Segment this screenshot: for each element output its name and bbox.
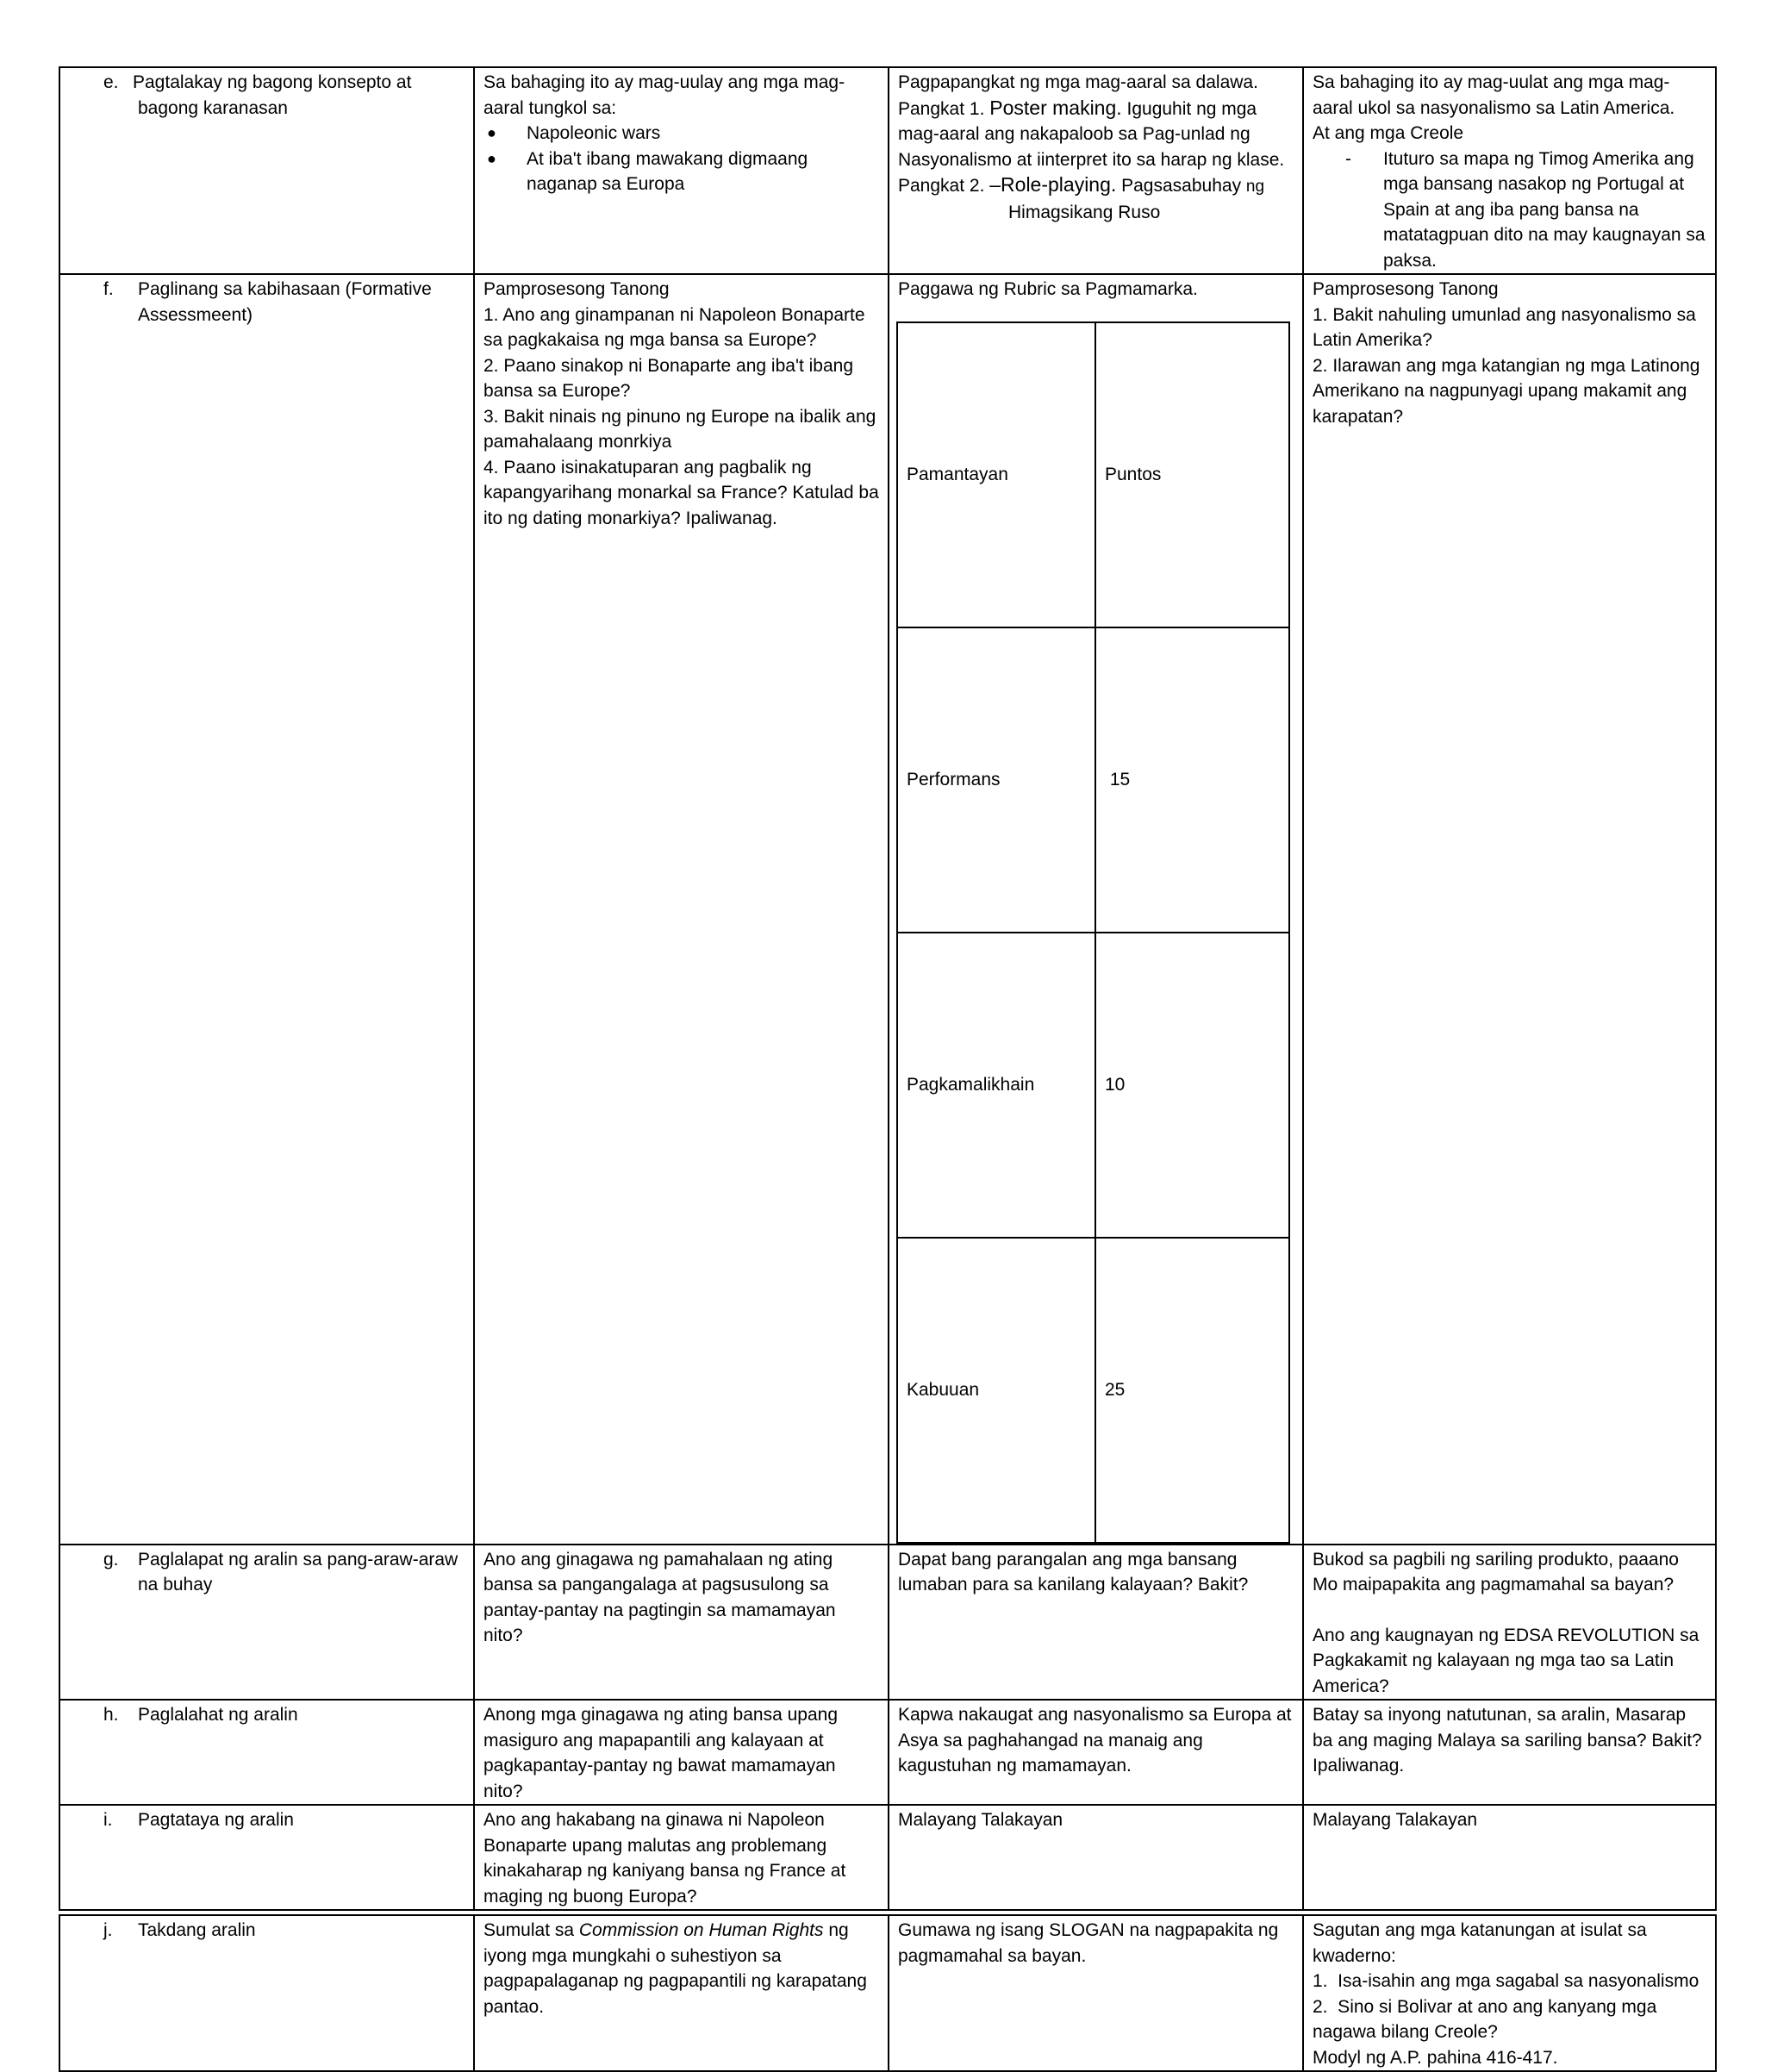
table-row-j: [59, 1915, 1716, 2071]
row-f-col2-q4: 4. Paano isinakatuparan ang pagbalik ng kapangyarihang monarkal sa France? Katulad ba ito ng dating monarkiya? Ipaliwanag.: [483, 457, 879, 528]
row-f-col4-q2: 2. Ilarawan ang mga katangian ng mga Latinong Amerikano na nagpunyagi upang makamit ang karapatan?: [1313, 355, 1700, 427]
list-item: [483, 121, 879, 147]
row-e-label-line2: bagong karanasan: [138, 97, 288, 118]
row-j-letter: j.: [103, 1920, 113, 1940]
row-e-col3-group2-line2: Himagsikang Ruso: [1008, 202, 1161, 222]
row-e-col4-intro: Sa bahaging ito ay mag-uulat ang mga mag-aaral ukol sa nasyonalismo sa Latin America.: [1313, 72, 1675, 118]
row-f-col4-heading: Pamprosesong Tanong: [1313, 279, 1499, 299]
row-h-col3-cell: Kapwa nakaugat ang nasyonalismo sa Europa at Asya sa paghahangad na manaig ang kagustuhan ng mamamayan.: [889, 1700, 1303, 1805]
row-f-letter: f.: [103, 279, 114, 299]
row-e-col2-bullets: [483, 121, 879, 197]
row-j-col2-em: Commission on Human Rights: [578, 1920, 824, 1940]
row-e-col3-group2: [898, 172, 1294, 200]
rubric-points: 25: [1095, 1238, 1289, 1543]
row-h-label: Paglalahat ng aralin: [138, 1705, 298, 1725]
row-e-col3-group1: [898, 96, 1294, 173]
row-j-col2-post: ng iyong mga mungkahi o suhestiyon sa pagpapalaganap ng pagpapantili ng karapatang pantao.: [483, 1920, 867, 2017]
rubric-table: [896, 321, 1290, 1544]
row-e-col3-intro: Pagpapangkat ng mga mag-aaral sa dalawa.: [898, 72, 1258, 92]
row-f-label: Paglinang sa kabihasaan (Formative Assessmeent): [138, 279, 432, 325]
list-item: [1313, 147, 1706, 274]
row-e-col3-cell: [889, 67, 1303, 274]
row-g-label: Paglalapat ng aralin sa pang-araw-araw na buhay: [138, 1549, 458, 1595]
row-g-col4-cell: [1303, 1545, 1716, 1701]
row-f-col2-heading: Pamprosesong Tanong: [483, 279, 670, 299]
group1-text: Iguguhit ng mga mag-aaral ang nakapaloob sa Pag-unlad ng Nasyonalismo at iinterpret ito sa harap ng klase.: [898, 98, 1285, 170]
row-i-col2-cell: Ano ang hakabang na ginawa ni Napoleon Bonaparte upang malutas ang problemang kinakaharap ng kaniyang bansa ng France at maging ng buong Europa?: [474, 1805, 889, 1910]
row-g-col2-cell: Ano ang ginagawa ng pamahalaan ng ating bansa sa pangangalaga at pagsusulong sa pantay-pantay na pagtingin sa mamamayan nito?: [474, 1545, 889, 1701]
row-e-col2-cell: [474, 67, 889, 274]
row-i-col3-cell: Malayang Talakayan: [889, 1805, 1303, 1910]
rubric-criteria: Pagkamalikhain: [897, 933, 1095, 1238]
row-f-col2-q3: 3. Bakit ninais ng pinuno ng Europe na ibalik ang pamahalaang monrkiya: [483, 406, 876, 452]
table-row-e: [59, 67, 1716, 274]
rubric-criteria: Performans: [897, 627, 1095, 933]
table-row: [897, 933, 1289, 1238]
row-g-letter: g.: [103, 1549, 119, 1570]
row-i-col4-cell: Malayang Talakayan: [1303, 1805, 1716, 1910]
table-row-g: [59, 1545, 1716, 1701]
rubric-header-criteria: Pamantayan: [897, 322, 1095, 627]
row-e-col2-intro: Sa bahaging ito ay mag-uulay ang mga mag-aaral tungkol sa:: [483, 72, 845, 118]
row-g-col4-p2: Ano ang kaugnayan ng EDSA REVOLUTION sa Pagkakamit ng kalayaan ng mga tao sa Latin America?: [1313, 1625, 1700, 1696]
group1-title: Poster making.: [989, 96, 1122, 119]
row-j-col4-q1: 1. Isa-isahin ang mga sagabal sa nasyonalismo: [1313, 1971, 1700, 1991]
row-i-label: Pagtataya ng aralin: [138, 1810, 294, 1830]
rubric-header-points: Puntos: [1095, 322, 1289, 627]
group2-text-ng: ng: [1245, 178, 1265, 196]
bullet-icon: ●: [487, 149, 496, 167]
row-e-label-line1: Pagtalakay ng bagong konsepto at: [133, 72, 412, 92]
row-f-col2-cell: [474, 274, 889, 1545]
group2-prefix: Pangkat 2.: [898, 176, 985, 196]
row-h-col4-cell: Batay sa inyong natutunan, sa aralin, Masarap ba ang maging Malaya sa sariling bansa? Bakit? Ipaliwanag.: [1303, 1700, 1716, 1805]
row-j-col4-ref: Modyl ng A.P. pahina 416-417.: [1313, 2047, 1558, 2068]
row-f-col3-cell: [889, 274, 1303, 1545]
table-row: [897, 1238, 1289, 1543]
bullet-text: At iba't ibang mawakang digmaang naganap sa Europa: [527, 148, 808, 194]
row-f-col4-cell: [1303, 274, 1716, 1545]
row-e-letter: e.: [103, 72, 119, 92]
rubric-criteria: Kabuuan: [897, 1238, 1095, 1543]
rubric-points: 15: [1095, 627, 1289, 933]
row-j-label-cell: [59, 1915, 474, 2071]
row-j-col3-cell: Gumawa ng isang SLOGAN na nagpapakita ng pagmamahal sa bayan.: [889, 1915, 1303, 2071]
row-f-label-cell: [59, 274, 474, 1545]
rubric-points: 10: [1095, 933, 1289, 1238]
table-row-f: [59, 274, 1716, 1545]
row-g-col3-cell: Dapat bang parangalan ang mga bansang lumaban para sa kanilang kalayaan? Bakit?: [889, 1545, 1303, 1701]
row-f-col2-q1: 1. Ano ang ginampanan ni Napoleon Bonaparte sa pagkakaisa ng mga bansa sa Europe?: [483, 304, 865, 350]
list-item: [483, 147, 879, 197]
group1-prefix: Pangkat 1.: [898, 98, 985, 119]
row-g-col4-p1: Bukod sa pagbili ng sariling produkto, paaano Mo maipapakita ang pagmamahal sa bayan?: [1313, 1549, 1679, 1595]
row-f-col4-q1: 1. Bakit nahuling umunlad ang nasyonalismo sa Latin Amerika?: [1313, 304, 1696, 350]
row-h-letter: h.: [103, 1705, 119, 1725]
table-row-i: [59, 1805, 1716, 1910]
row-e-col4-cell: [1303, 67, 1716, 274]
row-h-label-cell: [59, 1700, 474, 1805]
row-e-label-cell: [59, 67, 474, 274]
row-i-label-cell: [59, 1805, 474, 1910]
row-h-col2-cell: Anong mga ginagawa ng ating bansa upang masiguro ang mapapantili ang kalayaan at pagkapantay-pantay ng bawat mamamayan nito?: [474, 1700, 889, 1805]
row-g-label-cell: [59, 1545, 474, 1701]
row-j-col2-pre: Sumulat sa: [483, 1920, 579, 1940]
row-j-label: Takdang aralin: [138, 1920, 256, 1940]
group2-text: Pagsasabuhay: [1121, 176, 1242, 196]
rubric-header-row: [897, 322, 1289, 627]
group2-title: –Role-playing.: [989, 173, 1117, 196]
table-row-h: [59, 1700, 1716, 1805]
dash-item-text: Ituturo sa mapa ng Timog Amerika ang mga bansang nasakop ng Portugal at Spain at ang iba pang bansa na matatagpuan dito na may kaugnayan sa paksa.: [1383, 148, 1706, 271]
row-e-col4-dash-list: [1313, 147, 1706, 274]
row-j-col4-q2: 2. Sino si Bolivar at ano ang kanyang mga nagawa bilang Creole?: [1313, 1996, 1662, 2042]
row-f-col3-intro: Paggawa ng Rubric sa Pagmamarka.: [898, 279, 1198, 299]
row-i-letter: i.: [103, 1810, 113, 1830]
bullet-icon: ●: [487, 124, 496, 141]
row-e-col4-sub: At ang mga Creole: [1313, 123, 1464, 143]
lesson-plan-sheet: [59, 66, 1715, 2072]
row-j-col4-cell: [1303, 1915, 1716, 2071]
row-f-col2-q2: 2. Paano sinakop ni Bonaparte ang iba't ibang bansa sa Europe?: [483, 355, 854, 401]
row-j-col4-intro: Sagutan ang mga katanungan at isulat sa kwaderno:: [1313, 1920, 1647, 1966]
table-row: [897, 627, 1289, 933]
row-j-col2-cell: [474, 1915, 889, 2071]
bullet-text: Napoleonic wars: [527, 123, 661, 143]
lesson-plan-table: [59, 66, 1717, 2072]
dash-bullet-icon: -: [1345, 148, 1351, 169]
